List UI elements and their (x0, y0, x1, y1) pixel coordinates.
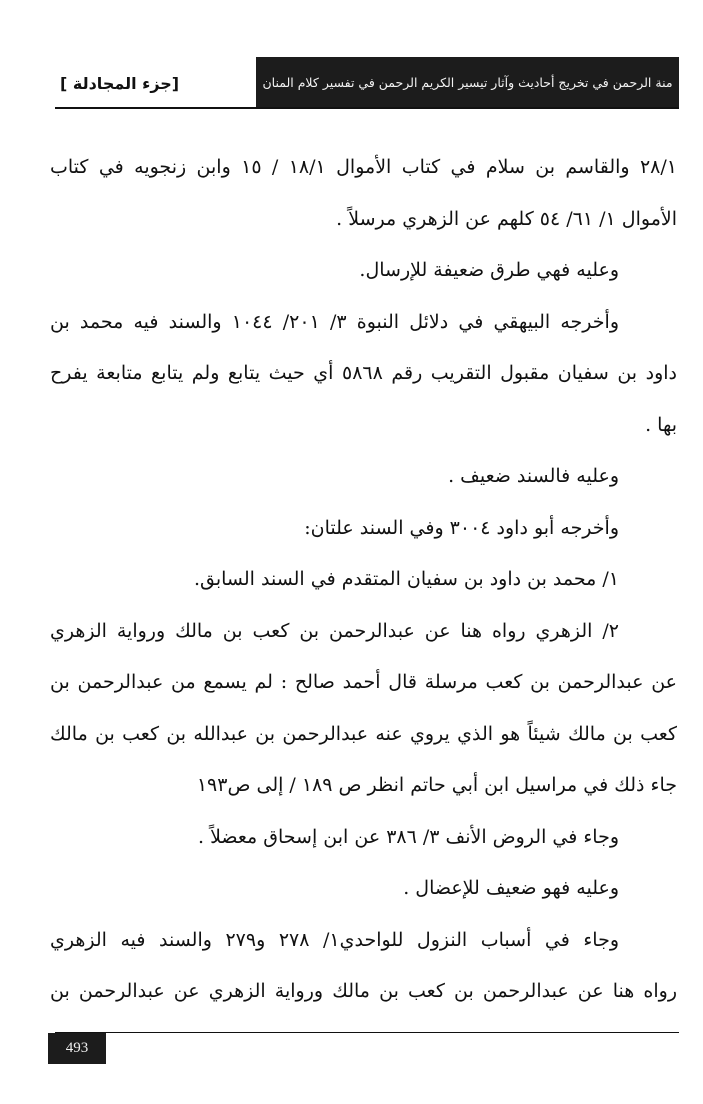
page-body (50, 142, 677, 1018)
text-line: الأموال ١/ ٦١/ ٥٤ كلهم عن الزهري مرسلاً . (336, 207, 677, 230)
text-line: وجاء في الروض الأنف ٣/ ٣٨٦ عن ابن إسحاق معضلاً . (197, 825, 619, 848)
text-line: ٢/ الزهري رواه هنا عن عبدالرحمن بن كعب بن مالك ورواية الزهري (50, 619, 619, 642)
text-line: وعليه فهو ضعيف للإعضال . (403, 877, 619, 899)
text-line: بها . (645, 413, 677, 436)
text-line: وعليه فهي طرق ضعيفة للإرسال. (359, 259, 619, 281)
text-line: وأخرجه أبو داود ٣٠٠٤ وفي السند علتان: (304, 516, 619, 539)
text-line: ١/ محمد بن داود بن سفيان المتقدم في السند السابق. (193, 568, 619, 590)
page-number: 493 (65, 1040, 89, 1056)
text-line: جاء ذلك في مراسيل ابن أبي حاتم انظر ص ١٨٩ / إلى ص١٩٣ (196, 774, 677, 796)
text-line: وجاء في أسباب النزول للواحدي١/ ٢٧٨ و٢٧٩ والسند فيه الزهري (50, 928, 620, 951)
book-title-banner (256, 57, 679, 107)
text-line: كعب بن مالك شيئاً هو الذي يروي عنه عبدالرحمن بن عبدالله بن كعب بن مالك (50, 722, 677, 745)
text-line: داود بن سفيان مقبول التقريب رقم ٥٨٦٨ أي حيث يتابع ولم يتابع متابعة يفرح (50, 362, 677, 384)
text-line: ٢٨/١ والقاسم بن سلام في كتاب الأموال ١٨/١ / ١٥ وابن زنجويه في كتاب (50, 156, 677, 178)
page-number-box (48, 1033, 106, 1064)
text-line: عن عبدالرحمن بن كعب مرسلة قال أحمد صالح : لم يسمع من عبدالرحمن بن (50, 671, 677, 693)
header-divider (55, 107, 679, 109)
text-line: رواه هنا عن عبدالرحمن بن كعب بن مالك ورواية الزهري عن عبدالرحمن بن (50, 980, 677, 1002)
section-label: [جزء المجادلة ] (60, 74, 180, 93)
book-title: منة الرحمن في تخريج أحاديث وآثار تيسير الكريم الرحمن في تفسير كلام المنان (262, 74, 673, 90)
footer-divider (55, 1032, 679, 1033)
text-line: وأخرجه البيهقي في دلائل النبوة ٣/ ٢٠١/ ١٠٤٤ والسند فيه محمد بن (50, 310, 619, 333)
text-line: وعليه فالسند ضعيف . (448, 465, 619, 487)
